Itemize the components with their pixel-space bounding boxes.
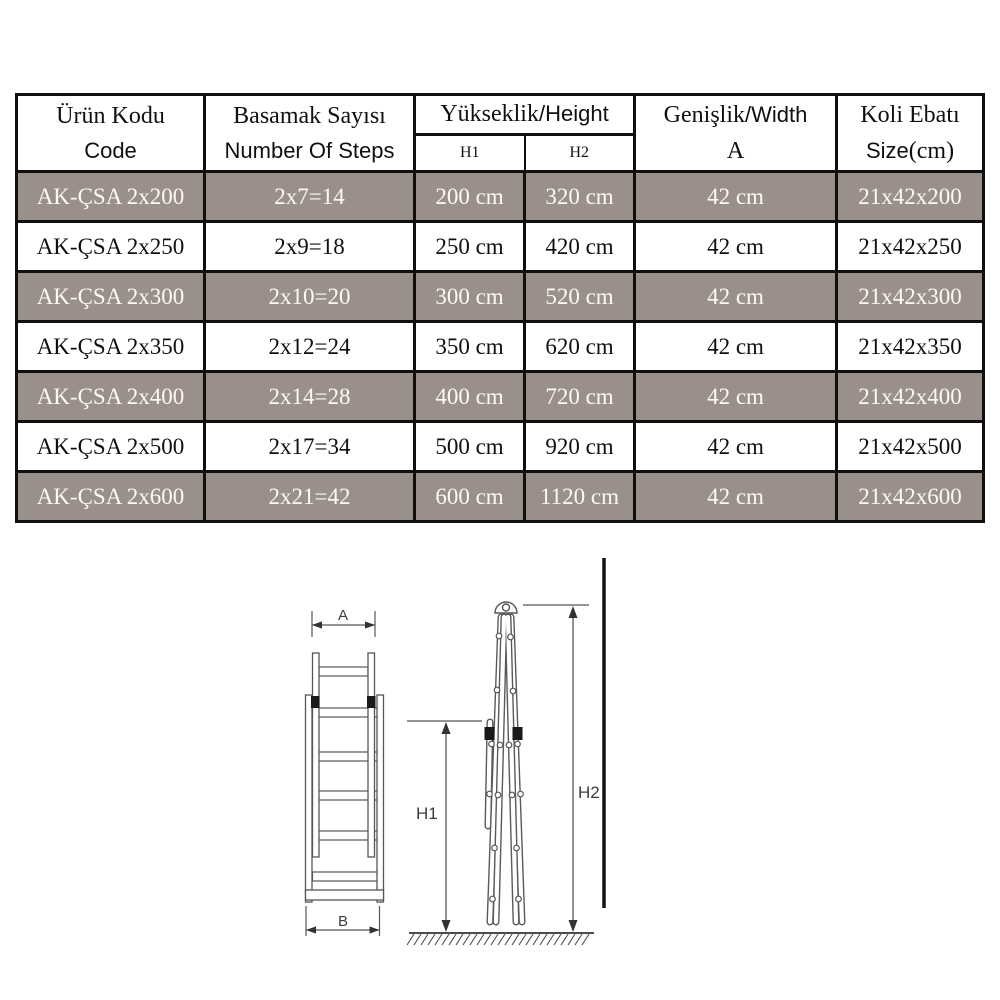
cell-code: AK-ÇSA 2x350 [17,322,205,372]
label-h1: H1 [416,804,438,823]
cell-h1: 200 cm [415,172,525,222]
table-row [17,172,984,222]
cell-width: 42 cm [635,272,837,322]
hinge-icon [495,602,517,613]
dimension-h1 [407,721,482,932]
cell-code: AK-ÇSA 2x500 [17,422,205,472]
header-width-sub: A [726,138,745,164]
cell-steps: 2x7=14 [205,172,415,222]
cell-h2: 620 cm [525,322,635,372]
cell-width: 42 cm [635,422,837,472]
cell-width: 42 cm [635,222,837,272]
arrowhead-left-icon [312,621,322,628]
cell-box: 21x42x200 [837,172,984,222]
clamp-right-icon [513,727,523,740]
dimension-h2 [523,605,600,932]
side-view-ladder [407,602,600,945]
header-product-code-en: Code [84,138,137,163]
ladder-technical-drawing [278,548,622,960]
arrowhead-right-icon [365,621,375,628]
front-view-ladder [306,607,384,936]
dimension-a [312,607,375,637]
header-box-unit: (cm) [908,138,955,164]
cell-steps: 2x21=42 [205,472,415,522]
arrowhead-up-icon [569,606,578,618]
cell-h2: 420 cm [525,222,635,272]
header-product-code [17,95,205,172]
cell-width: 42 cm [635,172,837,222]
label-a: A [337,607,349,624]
clamp-right-icon [367,696,376,708]
cell-steps: 2x10=20 [205,272,415,322]
table-row [17,222,984,272]
header-width [635,95,837,172]
cell-h1: 500 cm [415,422,525,472]
cell-h1: 400 cm [415,372,525,422]
cell-h2: 320 cm [525,172,635,222]
header-steps-tr: Basamak Sayısı [233,103,386,129]
header-steps-en: Number Of Steps [224,138,395,163]
arrowhead-down-icon [442,920,451,932]
header-width-en: /Width [745,102,808,127]
cell-h1: 600 cm [415,472,525,522]
header-height [415,95,635,135]
table-body [17,172,984,522]
header-h2: H2 [525,134,635,172]
table-row [17,272,984,322]
cell-box: 21x42x250 [837,222,984,272]
header-box-size [837,95,984,172]
arrowhead-left-icon [306,926,316,933]
header-height-tr: Yükseklik [440,100,539,127]
ground-hatching [407,933,594,945]
cell-steps: 2x9=18 [205,222,415,272]
header-height-en: /Height [538,100,609,126]
cell-box: 21x42x600 [837,472,984,522]
table-header [17,95,984,172]
arrowhead-right-icon [370,926,380,933]
cell-box: 21x42x300 [837,272,984,322]
arrowhead-down-icon [569,920,578,932]
header-width-tr: Genişlik [663,102,745,128]
cell-code: AK-ÇSA 2x600 [17,472,205,522]
cell-h2: 1120 cm [525,472,635,522]
front-view-rails [306,653,384,902]
cell-steps: 2x12=24 [205,322,415,372]
cell-box: 21x42x350 [837,322,984,372]
table-row [17,322,984,372]
header-product-code-tr: Ürün Kodu [56,103,165,129]
table-row [17,372,984,422]
table-row [17,422,984,472]
cell-h2: 720 cm [525,372,635,422]
header-box-line2 [838,133,982,169]
table-row [17,472,984,522]
cell-width: 42 cm [635,372,837,422]
header-box-en: Size [865,138,909,163]
cell-code: AK-ÇSA 2x300 [17,272,205,322]
header-box-tr: Koli Ebatı [860,102,960,128]
cell-h1: 250 cm [415,222,525,272]
header-width-line [636,97,835,133]
cell-steps: 2x17=34 [205,422,415,472]
cell-box: 21x42x400 [837,372,984,422]
cell-h2: 920 cm [525,422,635,472]
arrowhead-up-icon [442,722,451,734]
cell-h1: 300 cm [415,272,525,322]
cell-steps: 2x14=28 [205,372,415,422]
cell-box: 21x42x500 [837,422,984,472]
label-h2: H2 [578,783,600,802]
ladder-legs [490,617,522,922]
header-h1: H1 [415,134,525,172]
product-spec-table [15,93,985,523]
cell-h1: 350 cm [415,322,525,372]
cell-h2: 520 cm [525,272,635,322]
header-steps [205,95,415,172]
label-b: B [337,913,349,930]
cell-width: 42 cm [635,472,837,522]
clamp-left-icon [485,727,495,740]
cell-code: AK-ÇSA 2x250 [17,222,205,272]
dimension-b [306,906,380,936]
cell-code: AK-ÇSA 2x400 [17,372,205,422]
cell-code: AK-ÇSA 2x200 [17,172,205,222]
clamp-left-icon [311,696,320,708]
cell-width: 42 cm [635,322,837,372]
